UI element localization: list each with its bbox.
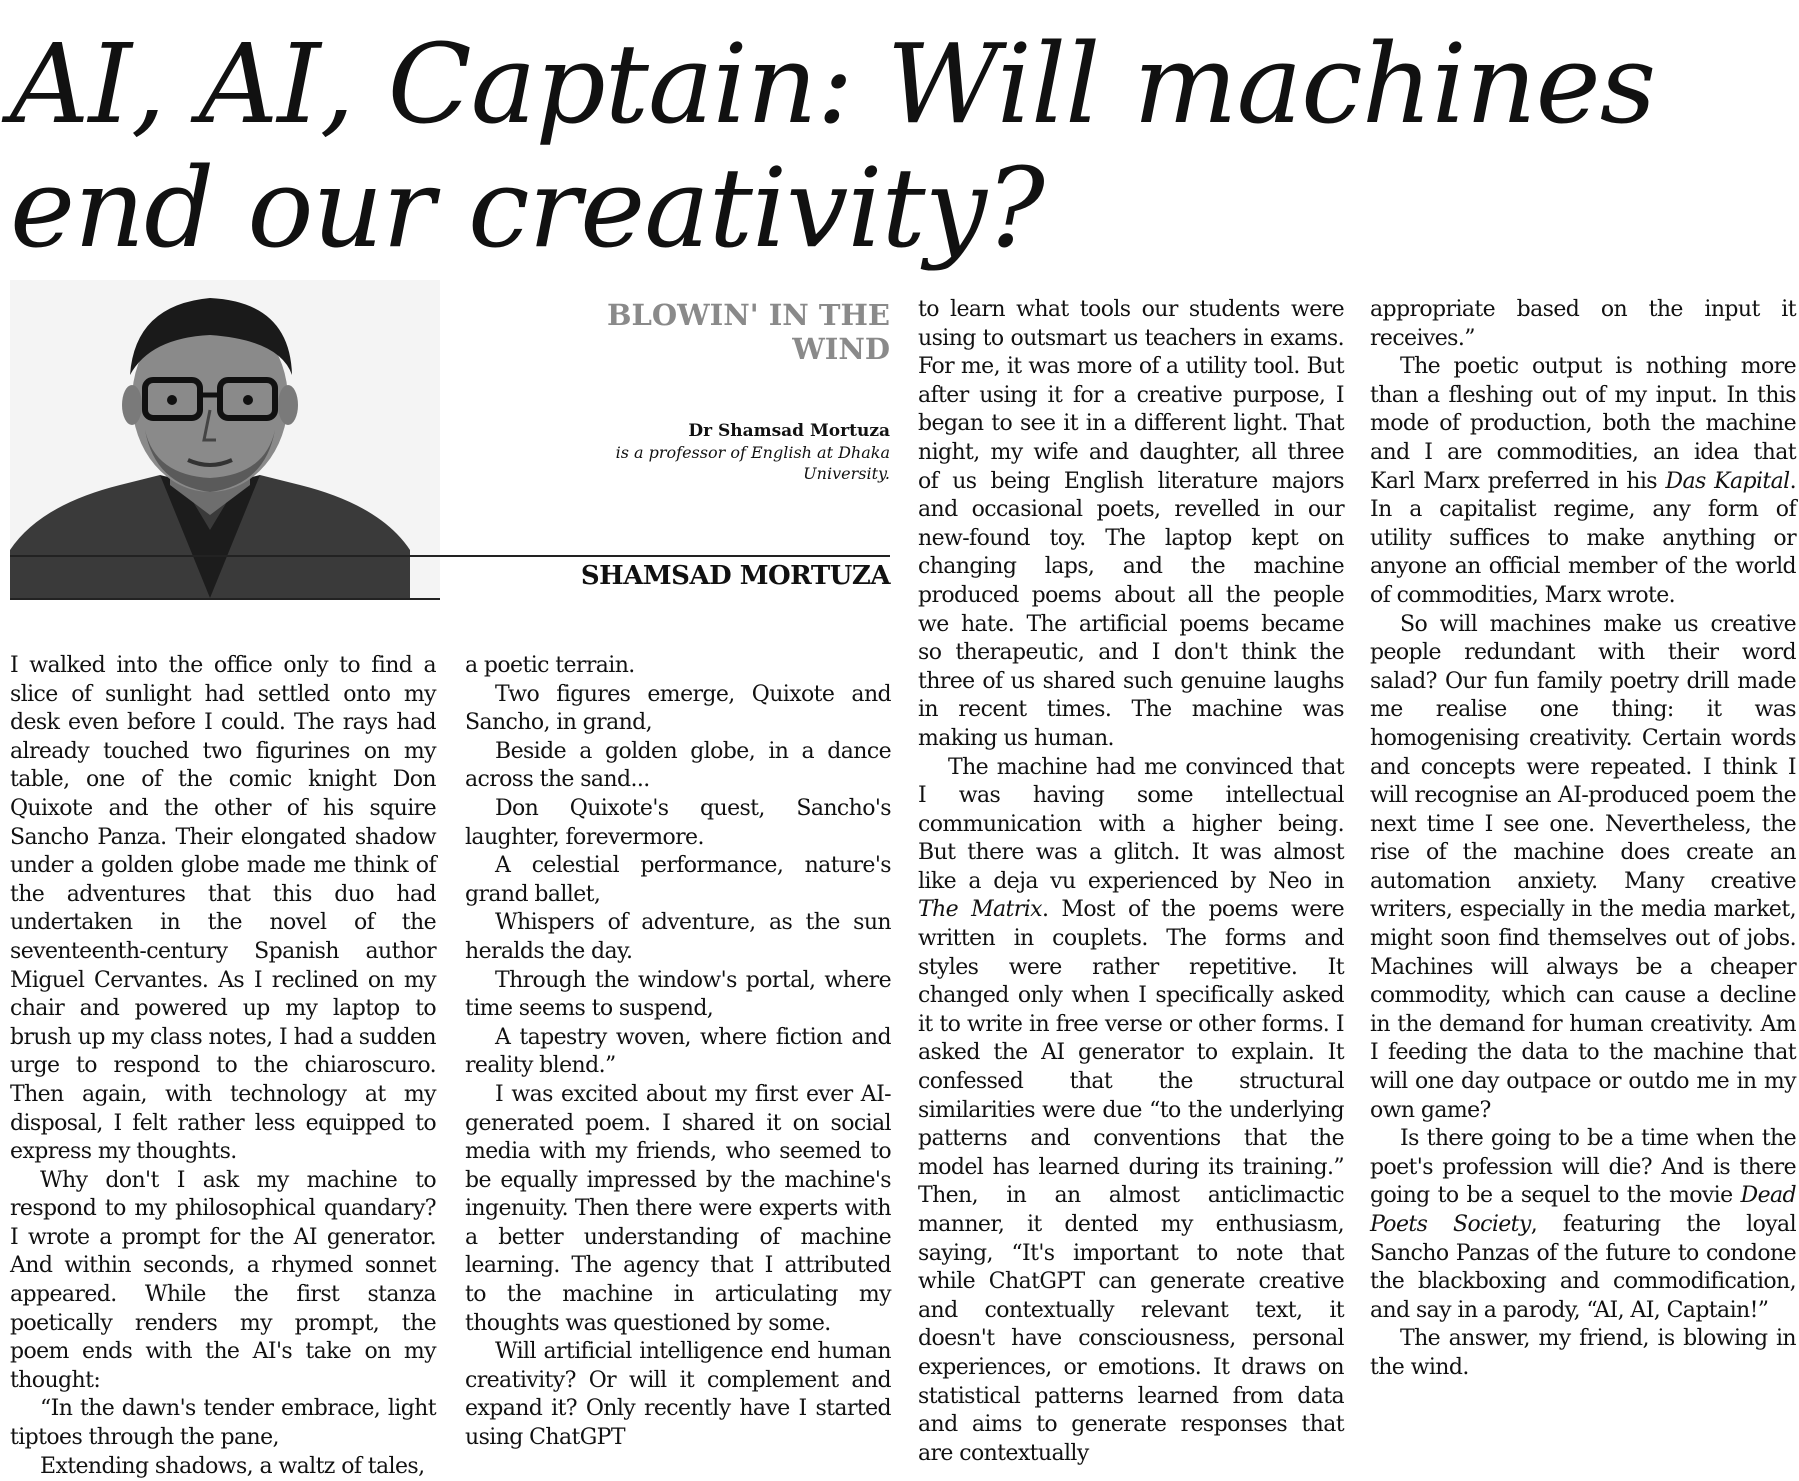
paragraph: I walked into the office only to find a slice of sunlight had settled onto my desk even before I could. The rays had already touched two figurines on my table, one of the comic knight Don Quixote and the other of his squire Sancho Panza. Their elongated shadow under a golden globe made me think of the adventures that this duo had undertaken in the novel of the seventeenth-century Spanish author Miguel Cervantes. As I reclined on my chair and powered up my laptop to brush up my class notes, I had a sudden urge to respond to the chiaroscuro. Then again, with technology at my disposal, I felt rather less equipped to express my thoughts. <box>10 653 436 1165</box>
text-run: Is there going to be a time when the poet's profession will die? And is there going to be a sequel to the movie <box>1370 1126 1796 1209</box>
paragraph <box>1370 1125 1796 1325</box>
poem-line: Whispers of adventure, as the sun heralds the day. <box>465 910 891 964</box>
poem-line: Two figures emerge, Quixote and Sancho, in grand, <box>465 681 891 736</box>
paragraph <box>918 754 1344 1469</box>
headline: AI, AI, Captain: Will machines end our creativity? <box>10 20 1656 272</box>
author-name: Dr Shamsad Mortuza <box>688 421 890 441</box>
paragraph: appropriate based on the input it receives.” <box>1370 297 1796 351</box>
article-column-2 <box>465 652 891 1453</box>
film-title: Dead Poets Society <box>1370 1183 1796 1237</box>
paragraph: Why don't I ask my machine to respond to my philosophical quandary? I wrote a prompt for the AI generator. And within seconds, a rhymed sonnet appeared. While the first stanza poetically renders my prompt, the poem ends with the AI's take on my thought: <box>10 1167 436 1393</box>
text-run: . In a capitalist regime, any form of utility suffices to make anything or anyone an official member of the world of commodities, Marx wrote. <box>1370 468 1796 608</box>
byline-rule <box>10 555 890 557</box>
poem-line: Don Quixote's quest, Sancho's laughter, forevermore. <box>465 795 891 850</box>
text-run: , featuring the loyal Sancho Panzas of the future to condone the blackboxing and commodification, and say in a parody, “AI, AI, Captain!” <box>1370 1212 1797 1323</box>
poem-line: a poetic terrain. <box>465 653 635 678</box>
column-kicker: BLOWIN' IN THE WIND <box>606 298 890 366</box>
article-column-3 <box>918 296 1344 1468</box>
poem-line: “In the dawn's tender embrace, light tiptoes through the pane, <box>10 1396 436 1451</box>
paragraph: The answer, my friend, is blowing in the wind. <box>1370 1326 1796 1380</box>
poem-line: Through the window's portal, where time seems to suspend, <box>465 967 891 1022</box>
poem-line: A tapestry woven, where fiction and reality blend.” <box>465 1024 891 1079</box>
text-run: The poetic output is nothing more than a fleshing out of my input. In this mode of production, both the machine and I are commodities, an idea that Karl Marx preferred in his <box>1370 354 1796 494</box>
book-title: Das Kapital <box>1665 468 1790 494</box>
author-portrait-illustration <box>10 280 440 598</box>
article-column-1 <box>10 652 436 1481</box>
paragraph: to learn what tools our students were using to outsmart us teachers in exams. For me, it was more of a utility tool. But after using it for a creative purpose, I began to see it in a different light. That night, my wife and daughter, all three of us being English literature majors and occasional poets, revelled in our new-found toy. The laptop kept on changing laps, and the machine produced poems about all the people we hate. The artificial poems became so therapeutic, and I don't think the three of us shared such genuine laughs in recent times. The machine was making us human. <box>918 297 1344 751</box>
poem-line: Extending shadows, a waltz of tales, <box>40 1453 425 1479</box>
text-run: The machine had me convinced that I was having some intellectual communication with a higher being. But there was a glitch. It was almost like a deja vu experienced by Neo in <box>918 754 1344 894</box>
byline: SHAMSAD MORTUZA <box>580 561 890 591</box>
paragraph <box>1370 353 1796 610</box>
article-column-4 <box>1370 296 1796 1383</box>
poem-line: A celestial performance, nature's grand ballet, <box>465 853 891 907</box>
author-bio: is a professor of English at Dhaka University. <box>615 443 890 483</box>
paragraph: So will machines make us creative people redundant with their word salad? Our fun family poetry drill made me realise one thing: it was homogenising creativity. Certain words and concepts were repeated. I think I will recognise an AI-produced poem the next time I see one. Nevertheless, the rise of the machine does create an automation anxiety. Many creative writers, especially in the media market, might soon find themselves out of jobs. Machines will always be a cheaper commodity, which can cause a decline in the demand for human creativity. Am I feeding the data to the machine that will one day outpace or outdo me in my own game? <box>1370 611 1796 1123</box>
photo-baseline-rule <box>10 598 440 600</box>
poem-line: Beside a golden globe, in a dance across the sand... <box>465 738 891 793</box>
text-run: . Most of the poems were written in couplets. The forms and styles were rather repetitive. It changed only when I specifically asked it to write in free verse or other forms. I asked the AI generator to explain. It confessed that the structural similarities were due “to the underlying patterns and conventions that the model has learned during its training.” Then, in an almost anticlimactic manner, it dented my enthusiasm, saying, “It's important to note that while ChatGPT can generate creative and contextually relevant text, it doesn't have consciousness, personal experiences, or emotions. It draws on statistical patterns learned from data and aims to generate responses that are contextually <box>918 897 1344 1466</box>
film-title: The Matrix <box>918 897 1042 923</box>
author-photo <box>10 280 440 598</box>
paragraph: Will artificial intelligence end human creativity? Or will it complement and expand it? Only recently have I started using ChatGPT <box>465 1339 891 1451</box>
paragraph: I was excited about my first ever AI-generated poem. I shared it on social media with my friends, who seemed to be equally impressed by the machine's ingenuity. Then there were experts with a better understanding of machine learning. The agency that I attributed to the machine in articulating my thoughts was questioned by some. <box>465 1081 891 1336</box>
